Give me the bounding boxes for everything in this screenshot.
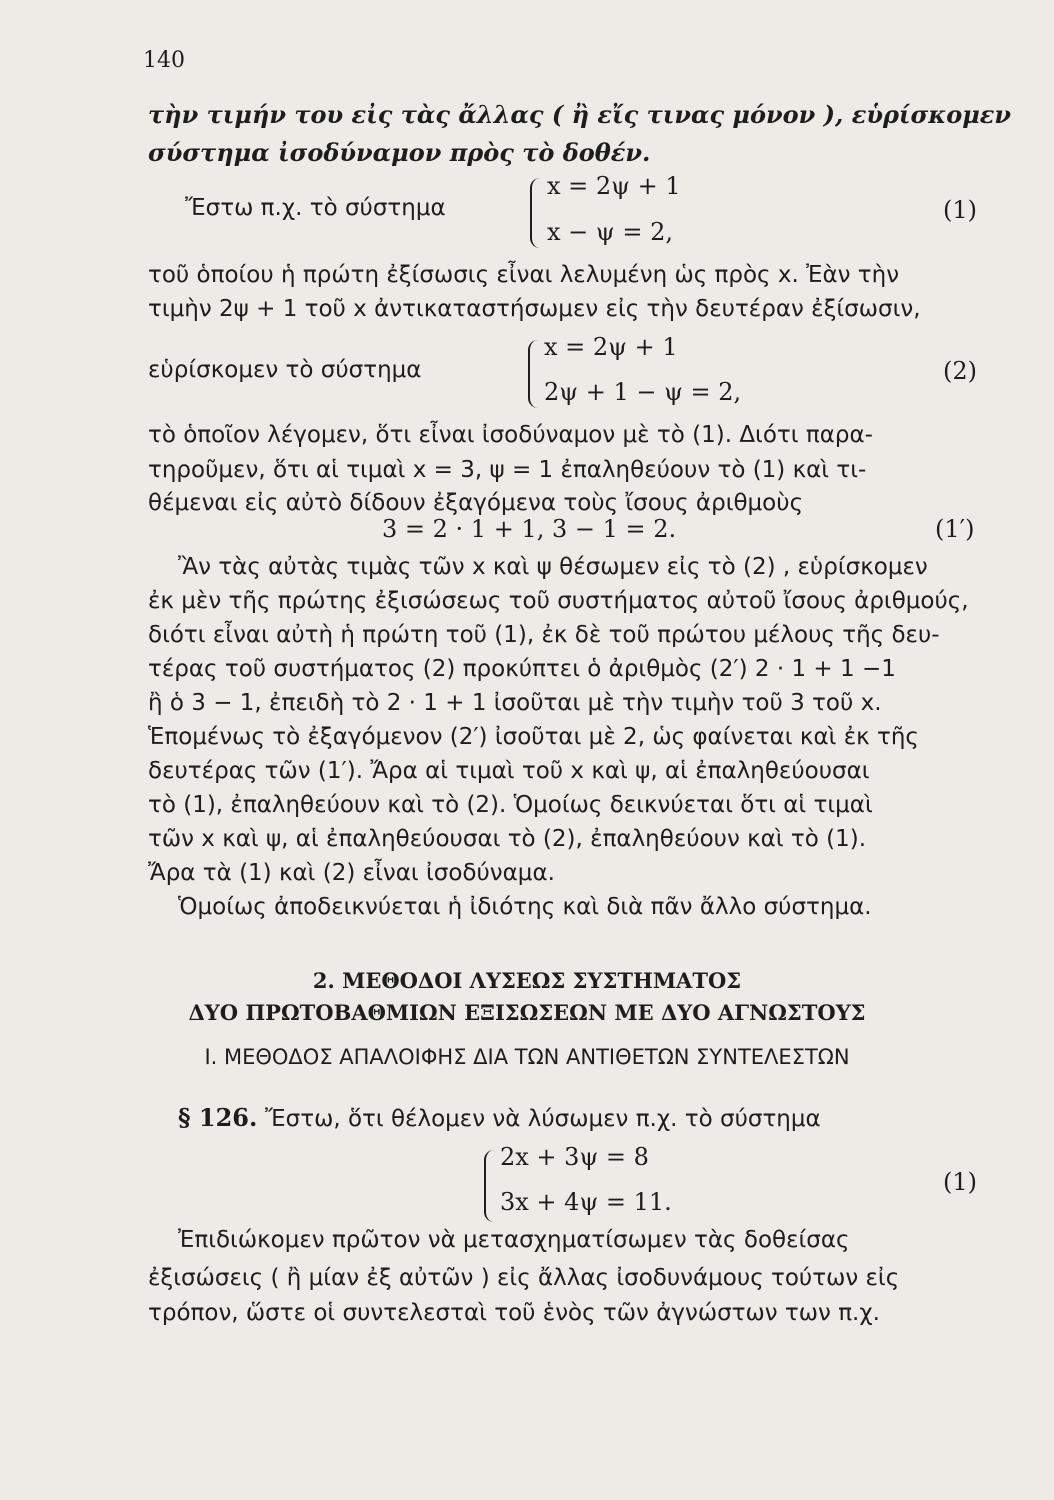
para3-line-1: Ἂν τὰς αὐτὰς τιμὰς τῶν x καὶ ψ θέσωμεν εἰς τὸ (2) , εὑρίσκομεν <box>178 554 928 580</box>
para5-line-2: ἐξισώσεις ( ἢ μίαν ἐξ αὐτῶν ) εἰς ἄλλας ἰσοδυνάμους τούτων εἰς <box>148 1265 900 1291</box>
para2-line-2: τηροῦμεν, ὅτι αἱ τιμαὶ x = 3, ψ = 1 ἐπαληθεύουν τὸ (1) καὶ τι- <box>148 457 867 483</box>
para3-line-3: διότι εἶναι αὐτὴ ἡ πρώτη τοῦ (1), ἐκ δὲ τοῦ πρώτου μέλους τῆς δευ- <box>148 622 940 648</box>
para3-line-5: ἢ ὁ 3 − 1, ἐπειδὴ τὸ 2 · 1 + 1 ἰσοῦται μὲ τὴν τιμὴν τοῦ 3 τοῦ x. <box>148 690 882 716</box>
para2-line-1: τὸ ὁποῖον λέγομεν, ὅτι εἶναι ἰσοδύναμον μὲ τὸ (1). Διότι παρα- <box>148 422 873 448</box>
section-title-2: ΔΥΟ ΠΡΩΤΟΒΑΘΜΙΩΝ ΕΞΙΣΩΣΕΩΝ ΜΕ ΔΥΟ ΑΓΝΩΣΤΟΥΣ <box>188 1000 866 1025</box>
para5-line-3: τρόπον, ὥστε οἱ συντελεσταὶ τοῦ ἑνὸς τῶν ἀγνώστων των π.χ. <box>148 1300 880 1326</box>
para3-line-2: ἐκ μὲν τῆς πρώτης ἐξισώσεως τοῦ συστήματος αὐτοῦ ἴσους ἀριθμούς, <box>148 588 969 614</box>
section-title-1: 2. ΜΕΘΟΔΟΙ ΛΥΣΕΩΣ ΣΥΣΤΗΜΑΤΟΣ <box>312 968 742 993</box>
equation-1-prime: 3 = 2 · 1 + 1, 3 − 1 = 2. <box>382 515 677 543</box>
para1-line-1: τοῦ ὁποίου ἡ πρώτη ἐξίσωσις εἶναι λελυμένη ὡς πρὸς x. Ἐὰν τὴν <box>148 262 900 288</box>
system3-eq1: 2x + 3ψ = 8 <box>500 1143 649 1171</box>
para1-line-2: τιμὴν 2ψ + 1 τοῦ x ἀντικαταστήσωμεν εἰς τὴν δευτέραν ἐξίσωσιν, <box>148 296 921 322</box>
system2-lead: εὑρίσκομεν τὸ σύστημα <box>148 357 422 383</box>
para5-line-1: Ἐπιδιώκομεν πρῶτον νὰ μετασχηματίσωμεν τὰς δοθείσας <box>178 1227 850 1253</box>
paragraph-126-mark: § 126. <box>178 1103 258 1132</box>
system1-eq2: x − ψ = 2, <box>547 218 673 246</box>
system1-label: (1) <box>943 196 977 224</box>
para3-line-9: τῶν x καὶ ψ, αἱ ἐπαληθεύουσαι τὸ (2), ἐπαληθεύουν καὶ τὸ (1). <box>148 826 867 852</box>
system2-brace <box>528 340 540 408</box>
para3-line-8: τὸ (1), ἐπαληθεύουν καὶ τὸ (2). Ὁμοίως δεικνύεται ὅτι αἱ τιμαὶ <box>148 792 873 818</box>
system1-eq1: x = 2ψ + 1 <box>547 172 681 200</box>
system3-eq2: 3x + 4ψ = 11. <box>500 1188 672 1216</box>
para3-line-7: δευτέρας τῶν (1′). Ἄρα αἱ τιμαὶ τοῦ x καὶ ψ, αἱ ἐπαληθεύουσαι <box>148 758 870 784</box>
para2-line-3: θέμεναι εἰς αὐτὸ δίδουν ἐξαγόμενα τοὺς ἴσους ἀριθμοὺς <box>148 490 804 516</box>
system1-brace <box>530 178 542 248</box>
para3-line-10: Ἄρα τὰ (1) καὶ (2) εἶναι ἰσοδύναμα. <box>148 860 555 886</box>
paragraph-126 <box>178 1103 821 1134</box>
equation-1-prime-label: (1′) <box>935 515 975 543</box>
system1-lead: Ἔστω π.χ. τὸ σύστημα <box>185 195 446 221</box>
system2-label: (2) <box>943 357 977 385</box>
system2-eq2: 2ψ + 1 − ψ = 2, <box>544 378 742 406</box>
system3-brace <box>484 1150 496 1222</box>
para3-line-4: τέρας τοῦ συστήματος (2) προκύπτει ὁ ἀριθμὸς (2′) 2 · 1 + 1 −1 <box>148 656 896 682</box>
intro-line-1: τὴν τιμήν του εἰς τὰς ἄλλας ( ἢ εἴς τινας μόνον ), εὑρίσκομεν <box>148 100 1012 129</box>
paragraph-126-text: Ἔστω, ὅτι θέλομεν νὰ λύσωμεν π.χ. τὸ σύστημα <box>265 1106 821 1132</box>
page-number: 140 <box>143 48 185 73</box>
section-subtitle: Ι. ΜΕΘΟΔΟΣ ΑΠΑΛΟΙΦΗΣ ΔΙΑ ΤΩΝ ΑΝΤΙΘΕΤΩΝ ΣΥΝΤΕΛΕΣΤΩΝ <box>204 1045 850 1069</box>
para3-line-6: Ἑπομένως τὸ ἐξαγόμενον (2′) ἰσοῦται μὲ 2, ὡς φαίνεται καὶ ἐκ τῆς <box>148 724 919 750</box>
intro-line-2: σύστημα ἰσοδύναμον πρὸς τὸ δοθέν. <box>148 138 651 167</box>
para4-line: Ὁμοίως ἀποδεικνύεται ἡ ἰδιότης καὶ διὰ πᾶν ἄλλο σύστημα. <box>178 894 872 920</box>
system2-eq1: x = 2ψ + 1 <box>544 333 678 361</box>
system3-label: (1) <box>943 1168 977 1196</box>
